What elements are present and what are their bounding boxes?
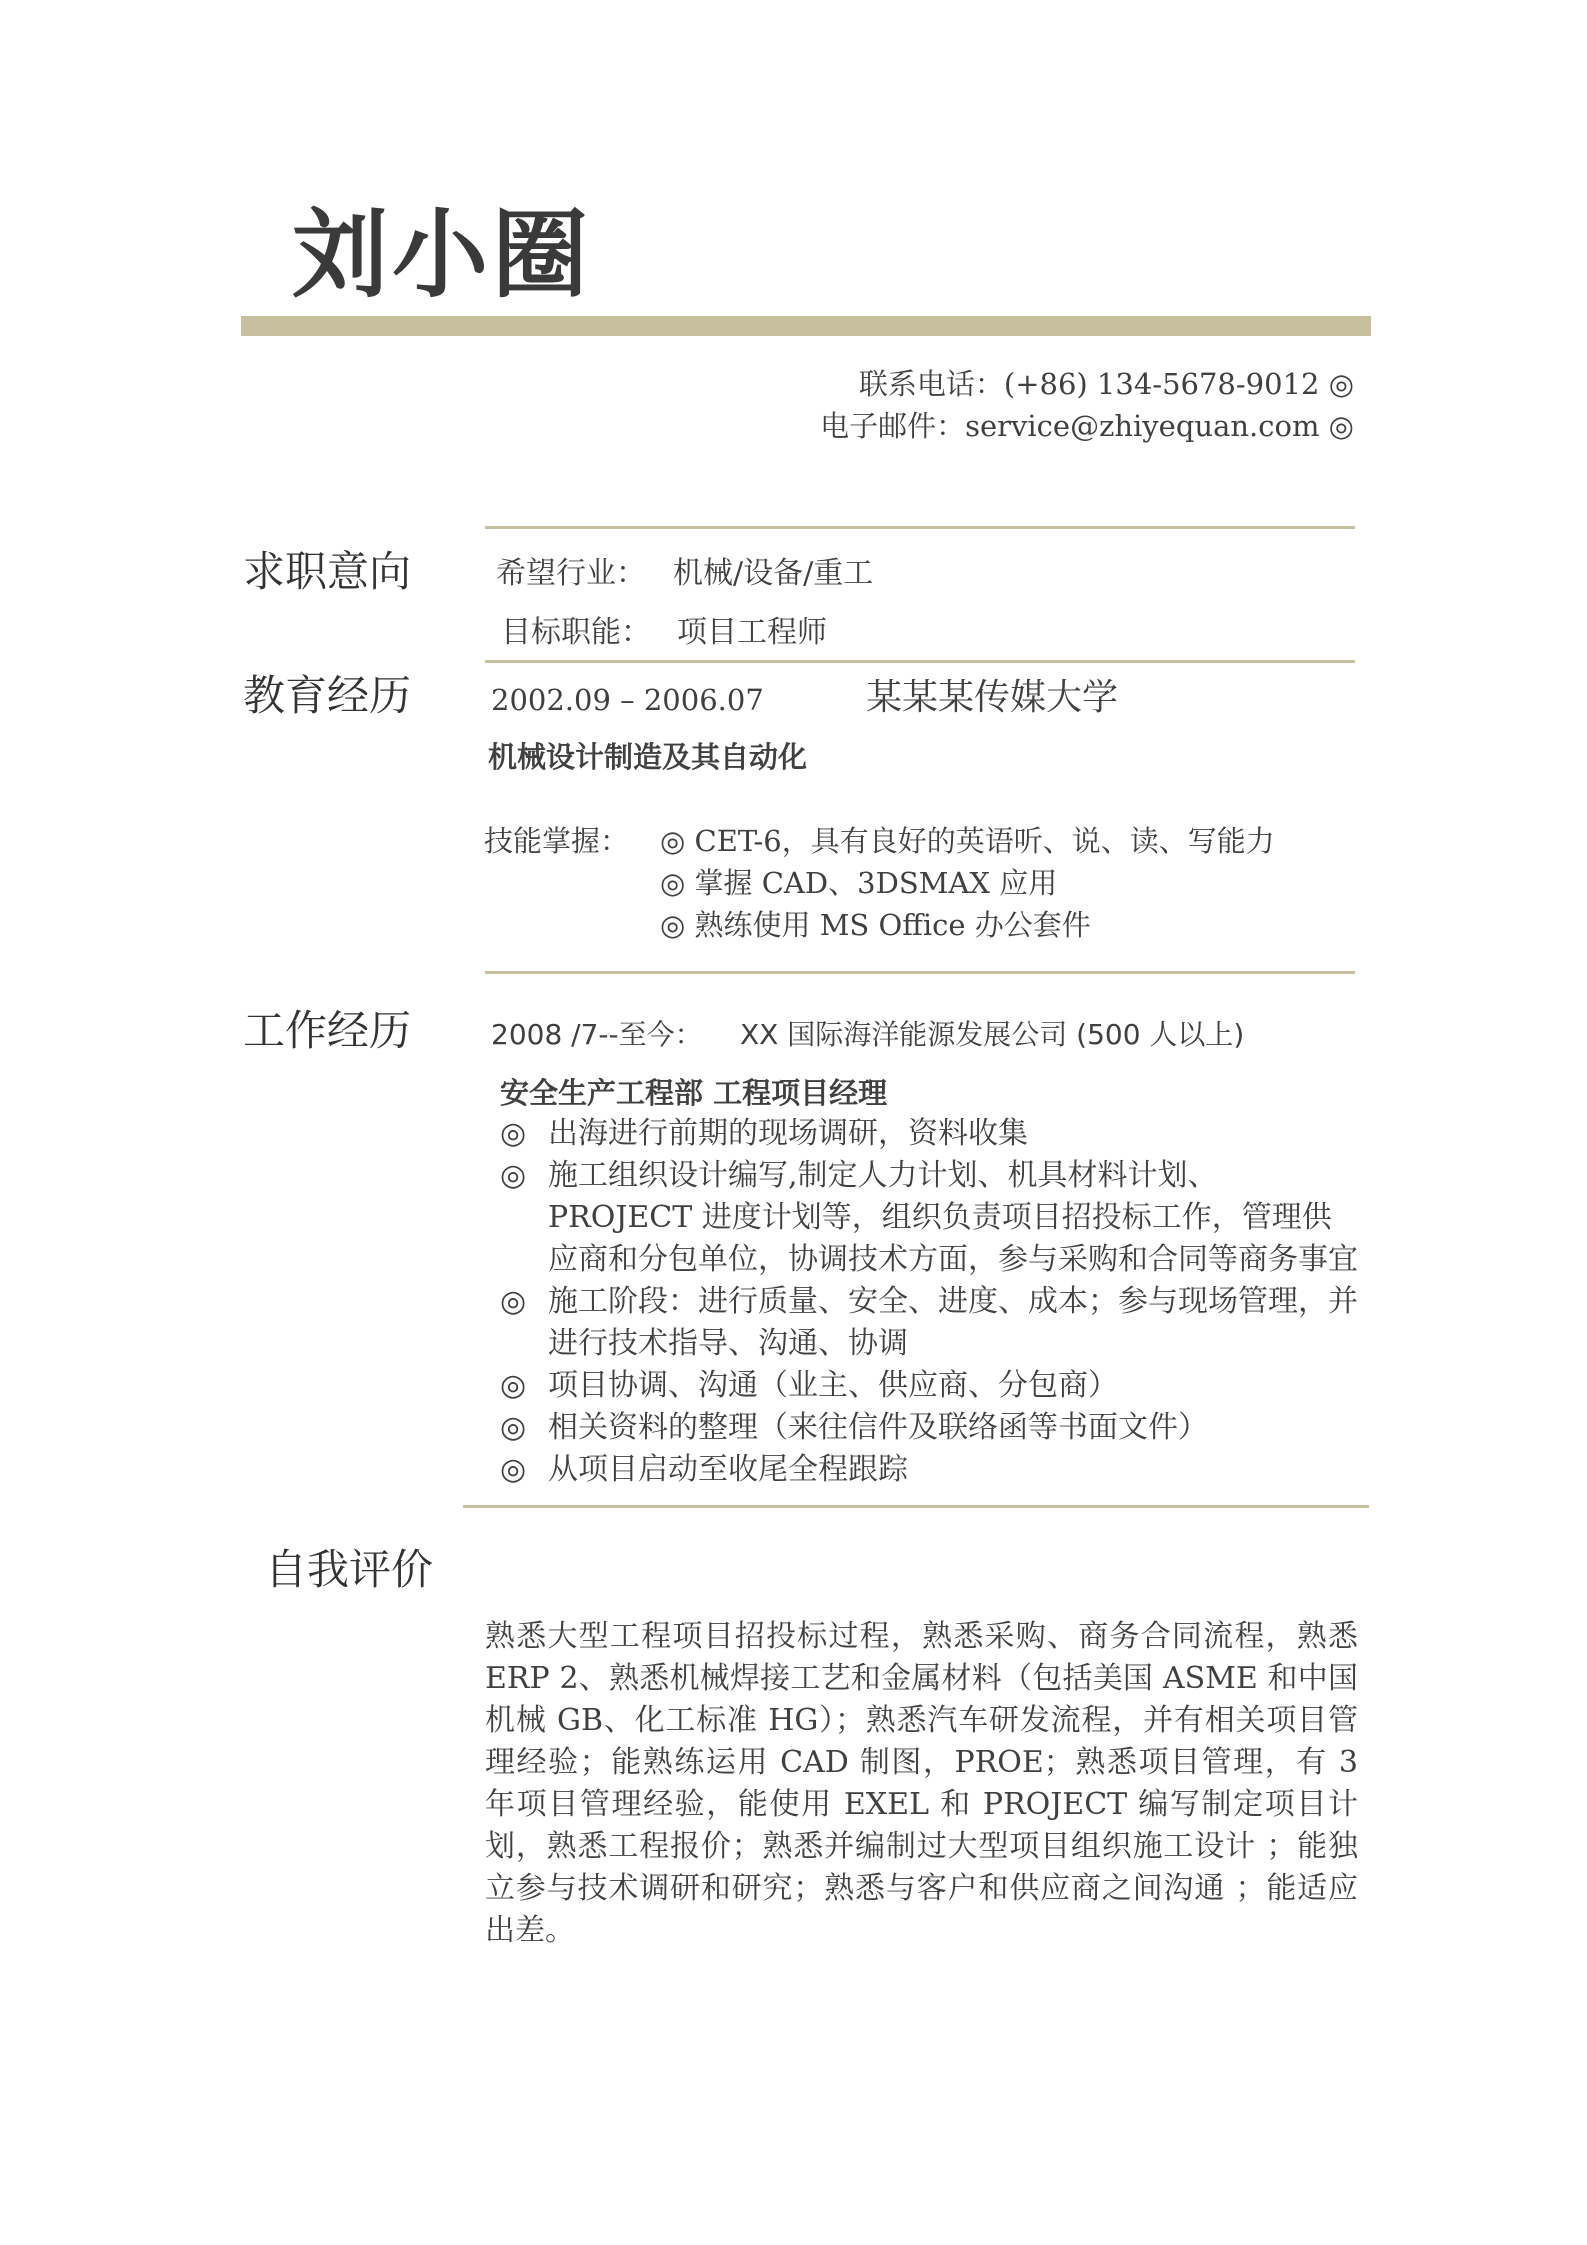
bullet-icon: ◎: [500, 1368, 527, 1403]
candidate-name: 刘小圈: [292, 199, 592, 311]
duty-item: ◎ 相关资料的整理（来往信件及联络函等书面文件）: [500, 1407, 1360, 1449]
section-divider: [485, 971, 1355, 974]
contact-email: 电子邮件：service@zhiyequan.com ◎: [820, 409, 1354, 443]
bullet-icon: ◎: [500, 1116, 527, 1151]
skill-item: ◎ CET-6，具有良好的英语听、说、读、写能力: [660, 824, 1275, 858]
position-value: 项目工程师: [677, 615, 827, 650]
contact-phone: 联系电话：(+86) 134-5678-9012 ◎: [858, 367, 1354, 401]
section-title-job-intention: 求职意向: [243, 547, 412, 596]
work-company: XX 国际海洋能源发展公司 (500 人以上): [740, 1018, 1245, 1051]
section-title-self-evaluation: 自我评价: [265, 1545, 434, 1594]
work-period: 2008 /7--至今：: [491, 1018, 703, 1051]
self-evaluation-text: 熟悉大型工程项目招投标过程，熟悉采购、商务合同流程，熟悉 ERP 2、熟悉机械焊接工艺和金属材料（包括美国 ASME 和中国机械 GB、化工标准 HG）；熟悉汽车研发流程，并有相关项目管理经验；能熟练运用 CAD 制图，PROE；熟悉项目管理，有 3 年项目管理经验，能使用 EXEL 和 PROJECT 编写制定项目计划，熟悉工程报价；熟悉并编制过大型项目组织施工设计 ；能独立参与技术调研和研究；熟悉与客户和供应商之间沟通 ；能适应出差。: [485, 1619, 1358, 1948]
duty-item: ◎ 施工组织设计编写,制定人力计划、机具材料计划、PROJECT 进度计划等，组织负责项目招投标工作，管理供应商和分包单位，协调技术方面，参与采购和合同等商务事宜: [500, 1155, 1360, 1281]
duty-item: ◎ 出海进行前期的现场调研，资料收集: [500, 1113, 1360, 1155]
skill-item: ◎ 熟练使用 MS Office 办公套件: [660, 908, 1091, 942]
section-divider: [485, 526, 1355, 529]
education-major: 机械设计制造及其自动化: [488, 740, 808, 774]
position-label: 目标职能：: [501, 615, 651, 650]
work-duties-list: [500, 1113, 1360, 1491]
bullet-icon: ◎: [500, 1410, 527, 1445]
bullet-icon: ◎: [500, 1452, 527, 1487]
duty-item: ◎ 施工阶段：进行质量、安全、进度、成本；参与现场管理，并进行技术指导、沟通、协调: [500, 1281, 1360, 1365]
duty-item: ◎ 从项目启动至收尾全程跟踪: [500, 1449, 1360, 1491]
education-period: 2002.09 – 2006.07: [491, 683, 764, 717]
education-school: 某某某传媒大学: [866, 677, 1119, 718]
industry-label: 希望行业：: [496, 556, 646, 591]
section-divider: [485, 660, 1355, 663]
section-divider: [463, 1505, 1369, 1508]
section-title-education: 教育经历: [243, 671, 412, 720]
industry-value: 机械/设备/重工: [673, 556, 874, 591]
section-title-work: 工作经历: [243, 1006, 412, 1055]
duty-item: ◎ 项目协调、沟通（业主、供应商、分包商）: [500, 1365, 1360, 1407]
skills-label: 技能掌握：: [484, 824, 630, 858]
header-accent-bar: [241, 316, 1371, 336]
bullet-icon: ◎: [500, 1284, 527, 1319]
skill-item: ◎ 掌握 CAD、3DSMAX 应用: [660, 866, 1058, 900]
bullet-icon: ◎: [500, 1158, 527, 1193]
work-department-role: 安全生产工程部 工程项目经理: [500, 1076, 888, 1110]
skills-list: [660, 820, 1275, 946]
